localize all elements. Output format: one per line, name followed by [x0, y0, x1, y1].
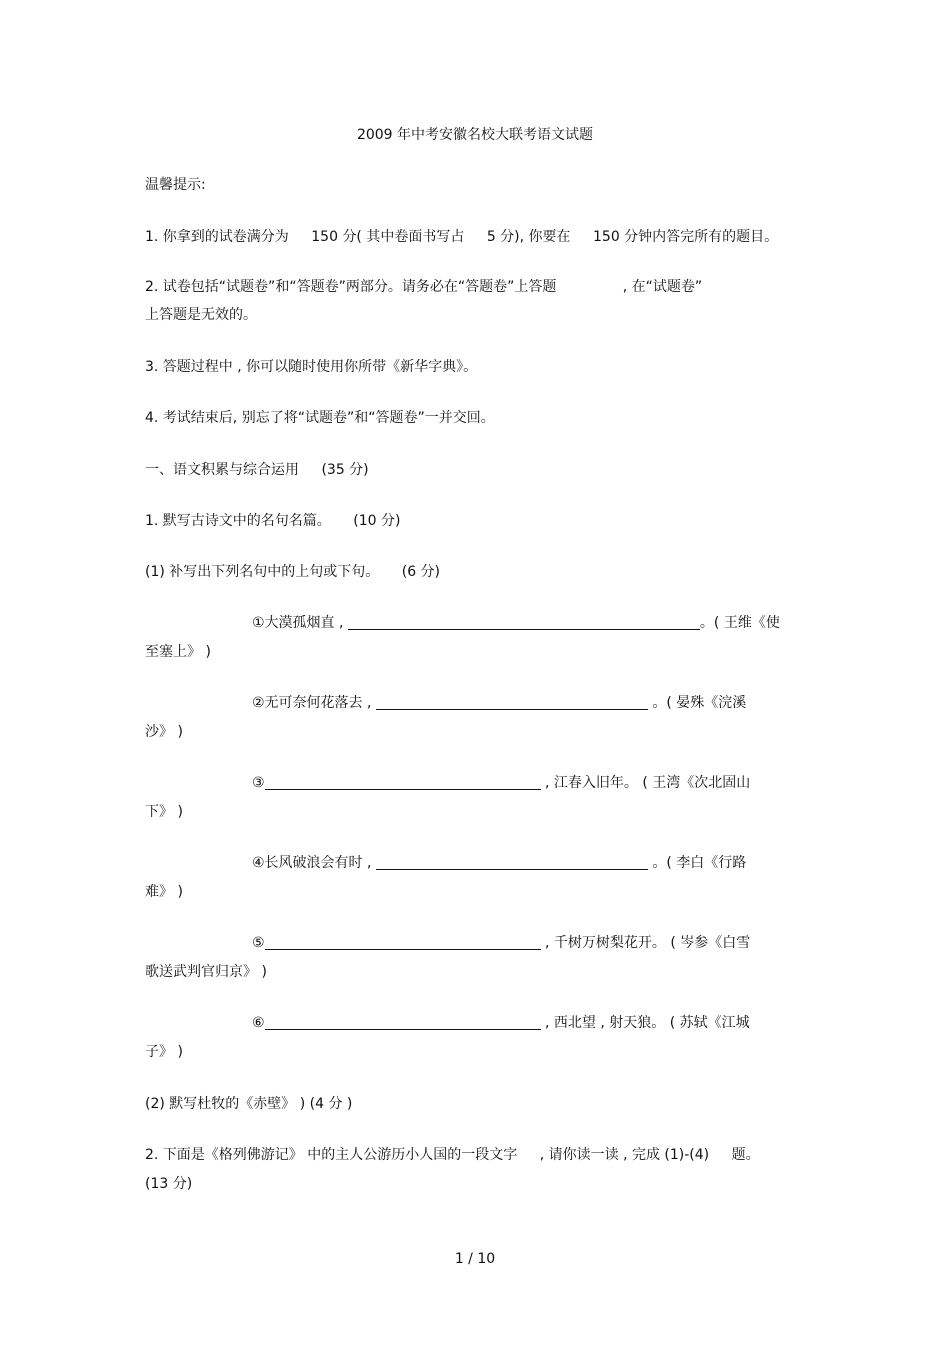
answer-blank-5[interactable] [265, 935, 541, 950]
question-2-range: , 请你读一读 , 完成 (1)-(4) [539, 1147, 710, 1163]
page-number: 1 / 10 [454, 1251, 496, 1267]
poem-item-1-suffix: 。( 王维《使 [699, 615, 780, 631]
question-1-score: (10 分) [353, 513, 401, 529]
poem-item-4-suffix: 。( 李白《行路 [652, 855, 747, 871]
tip-1 [145, 227, 778, 247]
tip-4: 4. 考试结束后, 别忘了将“试题卷”和“答题卷”一并交回。 [145, 410, 495, 426]
poem-item-4-prefix: ④长风破浪会有时 , [252, 855, 372, 871]
poem-item-5-continued: 歌送武判官归京》 ) [145, 964, 267, 980]
tips-heading: 温馨提示: [145, 177, 206, 193]
question-2-end: 题。 [731, 1147, 760, 1163]
poem-item-5-suffix: , 千树万树梨花开。 ( 岑参《白雪 [545, 935, 751, 951]
tip-1-a: 1. 你拿到的试卷满分为 [145, 229, 289, 245]
tip-2-continued: 上答题是无效的。 [145, 307, 257, 323]
question-2-score: (13 分) [145, 1176, 193, 1192]
poem-item-2-suffix: 。( 晏殊《浣溪 [652, 695, 747, 711]
question-1-1 [145, 562, 440, 582]
question-1-1-text: (1) 补写出下列名句中的上句或下句。 [145, 564, 380, 580]
poem-item-3-suffix: , 江春入旧年。 ( 王湾《次北固山 [545, 775, 751, 791]
tip-1-b: 150 分( 其中卷面书写占 [311, 229, 465, 245]
poem-item-2-continued: 沙》 ) [145, 724, 183, 740]
poem-item-4-continued: 难》 ) [145, 884, 183, 900]
poem-item-3 [252, 773, 750, 793]
question-1 [145, 511, 400, 531]
tip-1-c: 5 分), 你要在 [486, 229, 571, 245]
poem-item-3-prefix: ③ [252, 775, 265, 791]
tip-3: 3. 答题过程中 , 你可以随时使用你所带《新华字典》。 [145, 359, 478, 375]
question-1-1-score: (6 分) [401, 564, 441, 580]
answer-blank-1[interactable] [348, 615, 700, 630]
tip-2-a: 2. 试卷包括“试题卷”和“答题卷”两部分。请务必在“答题卷”上答题 [145, 279, 557, 295]
section-1-score: (35 分) [321, 462, 369, 478]
poem-item-2-prefix: ②无可奈何花落去 , [252, 695, 372, 711]
tip-2 [145, 277, 702, 297]
answer-blank-2[interactable] [376, 695, 648, 710]
poem-item-6 [252, 1013, 750, 1033]
answer-blank-3[interactable] [265, 775, 541, 790]
poem-item-4 [252, 853, 746, 873]
poem-item-6-prefix: ⑥ [252, 1015, 265, 1031]
page-title: 2009 年中考安徽名校大联考语文试题 [356, 127, 594, 143]
poem-item-6-suffix: , 西北望 , 射天狼。 ( 苏轼《江城 [545, 1015, 750, 1031]
poem-item-5-prefix: ⑤ [252, 935, 265, 951]
poem-item-5 [252, 933, 750, 953]
answer-blank-4[interactable] [376, 855, 648, 870]
question-1-text: 1. 默写古诗文中的名句名篇。 [145, 513, 331, 529]
question-2-text: 2. 下面是《格列佛游记》 中的主人公游历小人国的一段文字 [145, 1147, 518, 1163]
section-1-heading [145, 460, 369, 480]
poem-item-3-continued: 下》 ) [145, 804, 183, 820]
question-1-2: (2) 默写杜牧的《赤壁》 ) (4 分 ) [145, 1096, 353, 1112]
question-2 [145, 1145, 810, 1165]
tip-1-d: 150 分钟内答完所有的题目。 [593, 229, 779, 245]
answer-blank-6[interactable] [265, 1015, 541, 1030]
poem-item-6-continued: 子》 ) [145, 1044, 183, 1060]
poem-item-2 [252, 693, 746, 713]
tip-2-b: , 在“试题卷” [622, 279, 703, 295]
poem-item-1-continued: 至塞上》 ) [145, 644, 211, 660]
poem-item-1 [252, 613, 780, 633]
poem-item-1-prefix: ①大漠孤烟直 , [252, 615, 344, 631]
section-1-title: 一、语文积累与综合运用 [145, 462, 299, 478]
